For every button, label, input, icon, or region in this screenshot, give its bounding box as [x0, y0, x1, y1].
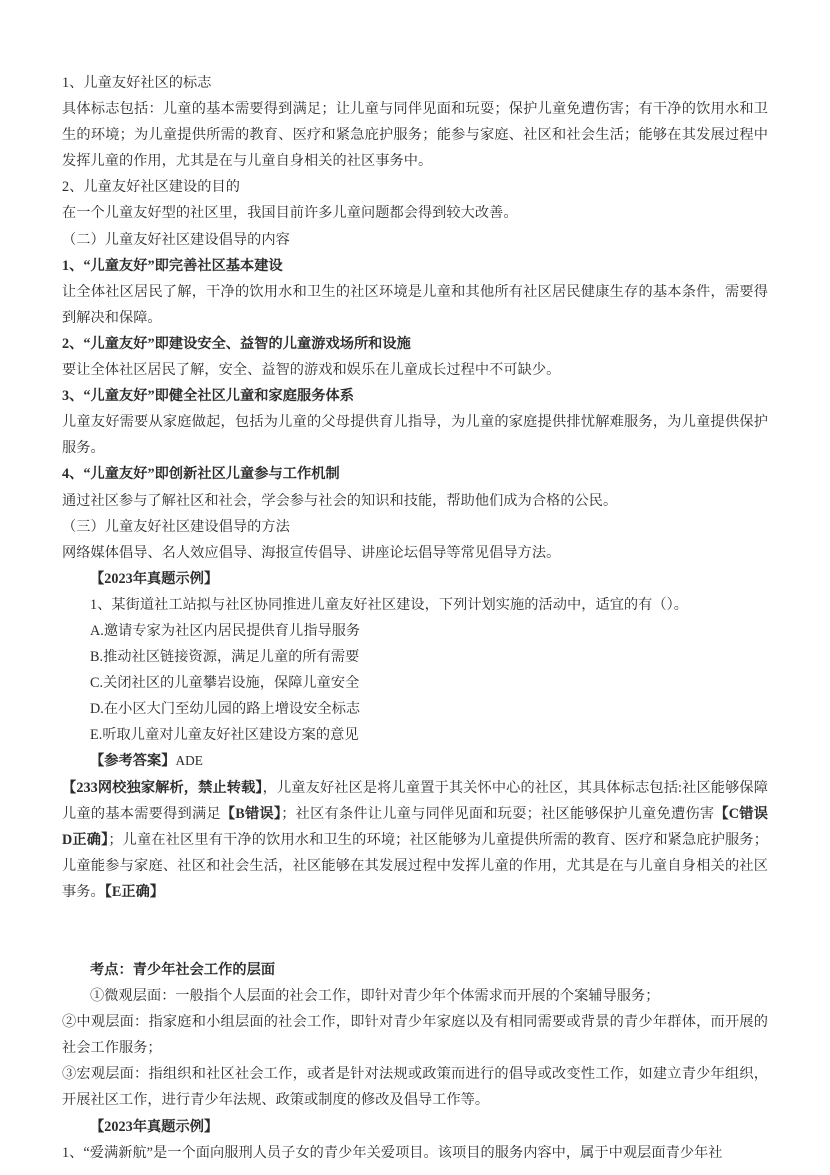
body-construction-purpose: 在一个儿童友好型的社区里，我国目前许多儿童问题都会得到较大改善。 — [62, 205, 518, 222]
exam-analysis-text-2: ；社区有条件让儿童与同伴见面和玩耍；社区能够保护儿童免遭伤害 — [281, 805, 715, 822]
subsection-title-advocacy-content: （二）儿童友好社区建设倡导的内容 — [62, 231, 290, 248]
exam-analysis-mark-b: 【B错误】 — [220, 805, 282, 822]
exam-example-2-label: 【2023年真题示例】 — [90, 1118, 219, 1135]
item-title-play-facilities: 2、“儿童友好”即建设安全、益智的儿童游戏场所和设施 — [62, 335, 411, 352]
exam-analysis-mark-cd: 【C错误D正确】 — [62, 805, 768, 848]
exam-point-heading: 考点：青少年社会工作的层面 — [90, 962, 276, 978]
exam-point-level-meso: ②中观层面：指家庭和小组层面的社会工作，即针对青少年家庭以及有相同需要或背景的青少年群体，而开展的社会工作服务； — [62, 1014, 768, 1057]
item-body-basic-construction: 让全体社区居民了解，干净的饮用水和卫生的社区环境是儿童和其他所有社区居民健康生存的基本条件，需要得到解决和保障。 — [62, 283, 768, 326]
exam-point-block — [62, 957, 768, 1114]
exam-example-2-question: 1、“爱满新航”是一个面向服刑人员子女的青少年关爱项目。该项目的服务内容中，属于中观层面青少年社 — [62, 1144, 723, 1161]
exam-analysis-text-1: ，儿童友好社区是将儿童置于其关怀中心的社区，其具体标志包括:社区能够保障儿童的基本需要得到满足 — [62, 779, 768, 822]
exam-answer-value: ADE — [175, 753, 203, 769]
exam-point-level-micro: ①微观层面：一般指个人层面的社会工作，即针对青少年个体需求而开展的个案辅导服务； — [90, 988, 660, 1005]
subsection-body-advocacy-methods: 网络媒体倡导、名人效应倡导、海报宣传倡导、讲座论坛倡导等常见倡导方法。 — [62, 544, 561, 561]
exam-option-c: C.关闭社区的儿童攀岩设施，保障儿童安全 — [90, 675, 360, 692]
exam-option-a: A.邀请专家为社区内居民提供育儿指导服务 — [90, 622, 361, 639]
exam-analysis-paragraph — [62, 775, 768, 905]
item-title-family-service-system: 3、“儿童友好”即健全社区儿童和家庭服务体系 — [62, 388, 354, 405]
exam-answer-label: 【参考答案】 — [90, 753, 176, 770]
item-body-play-facilities: 要让全体社区居民了解，安全、益智的游戏和娱乐在儿童成长过程中不可缺少。 — [62, 362, 561, 379]
item-body-family-service-system: 儿童友好需要从家庭做起，包括为儿童的父母提供育儿指导，为儿童的家庭提供排忧解难服务，为儿童提供保护服务。 — [62, 414, 768, 457]
item-title-basic-construction: 1、“儿童友好”即完善社区基本建设 — [62, 257, 283, 274]
heading-children-friendly-community-signs: 1、儿童友好社区的标志 — [62, 75, 212, 91]
exam-example-1-question: 1、某街道社工站拟与社区协同推进儿童友好社区建设，下列计划实施的活动中，适宜的有（）。 — [90, 596, 689, 613]
exam-analysis-label: 【233网校独家解析，禁止转载】 — [62, 779, 263, 796]
exam-answer-line — [90, 748, 768, 774]
document-page — [62, 70, 768, 1166]
subsection-title-advocacy-methods: （三）儿童友好社区建设倡导的方法 — [62, 518, 290, 535]
exam-point-level-macro: ③宏观层面：指组织和社区社会工作，或者是针对法规或政策而进行的倡导或改变性工作，如建立青少年组织，开展社区工作，进行青少年法规、政策或制度的修改及倡导工作等。 — [62, 1066, 768, 1109]
exam-option-d: D.在小区大门至幼儿园的路上增设安全标志 — [90, 701, 361, 718]
body-children-friendly-community-signs: 具体标志包括：儿童的基本需要得到满足；让儿童与同伴见面和玩耍；保护儿童免遭伤害；有干净的饮用水和卫生的环境；为儿童提供所需的教育、医疗和紧急庇护服务；能参与家庭、社区和社会生活；能够在其发展过程中发挥儿童的作用，尤其是在与儿童自身相关的社区事务中。 — [62, 101, 768, 170]
item-body-participation-mechanism: 通过社区参与了解社区和社会，学会参与社会的知识和技能，帮助他们成为合格的公民。 — [62, 492, 618, 509]
section-spacer — [62, 905, 768, 957]
exam-option-b: B.推动社区链接资源，满足儿童的所有需要 — [90, 649, 360, 666]
heading-construction-purpose: 2、儿童友好社区建设的目的 — [62, 179, 240, 196]
exam-example-block-1 — [62, 566, 768, 905]
exam-analysis-mark-e: 【E正确】 — [104, 883, 165, 900]
exam-example-block-2 — [62, 1114, 768, 1166]
exam-example-1-label: 【2023年真题示例】 — [90, 570, 219, 587]
exam-option-e: E.听取儿童对儿童友好社区建设方案的意见 — [90, 727, 359, 744]
item-title-participation-mechanism: 4、“儿童友好”即创新社区儿童参与工作机制 — [62, 466, 340, 483]
exam-analysis-text-3: ；儿童在社区里有干净的饮用水和卫生的环境；社区能够为儿童提供所需的教育、医疗和紧急庇护服务；儿童能参与家庭、社区和社会生活，社区能够在其发展过程中发挥儿童的作用，尤其是在与儿童自身相关的社区事务。 — [62, 831, 768, 900]
